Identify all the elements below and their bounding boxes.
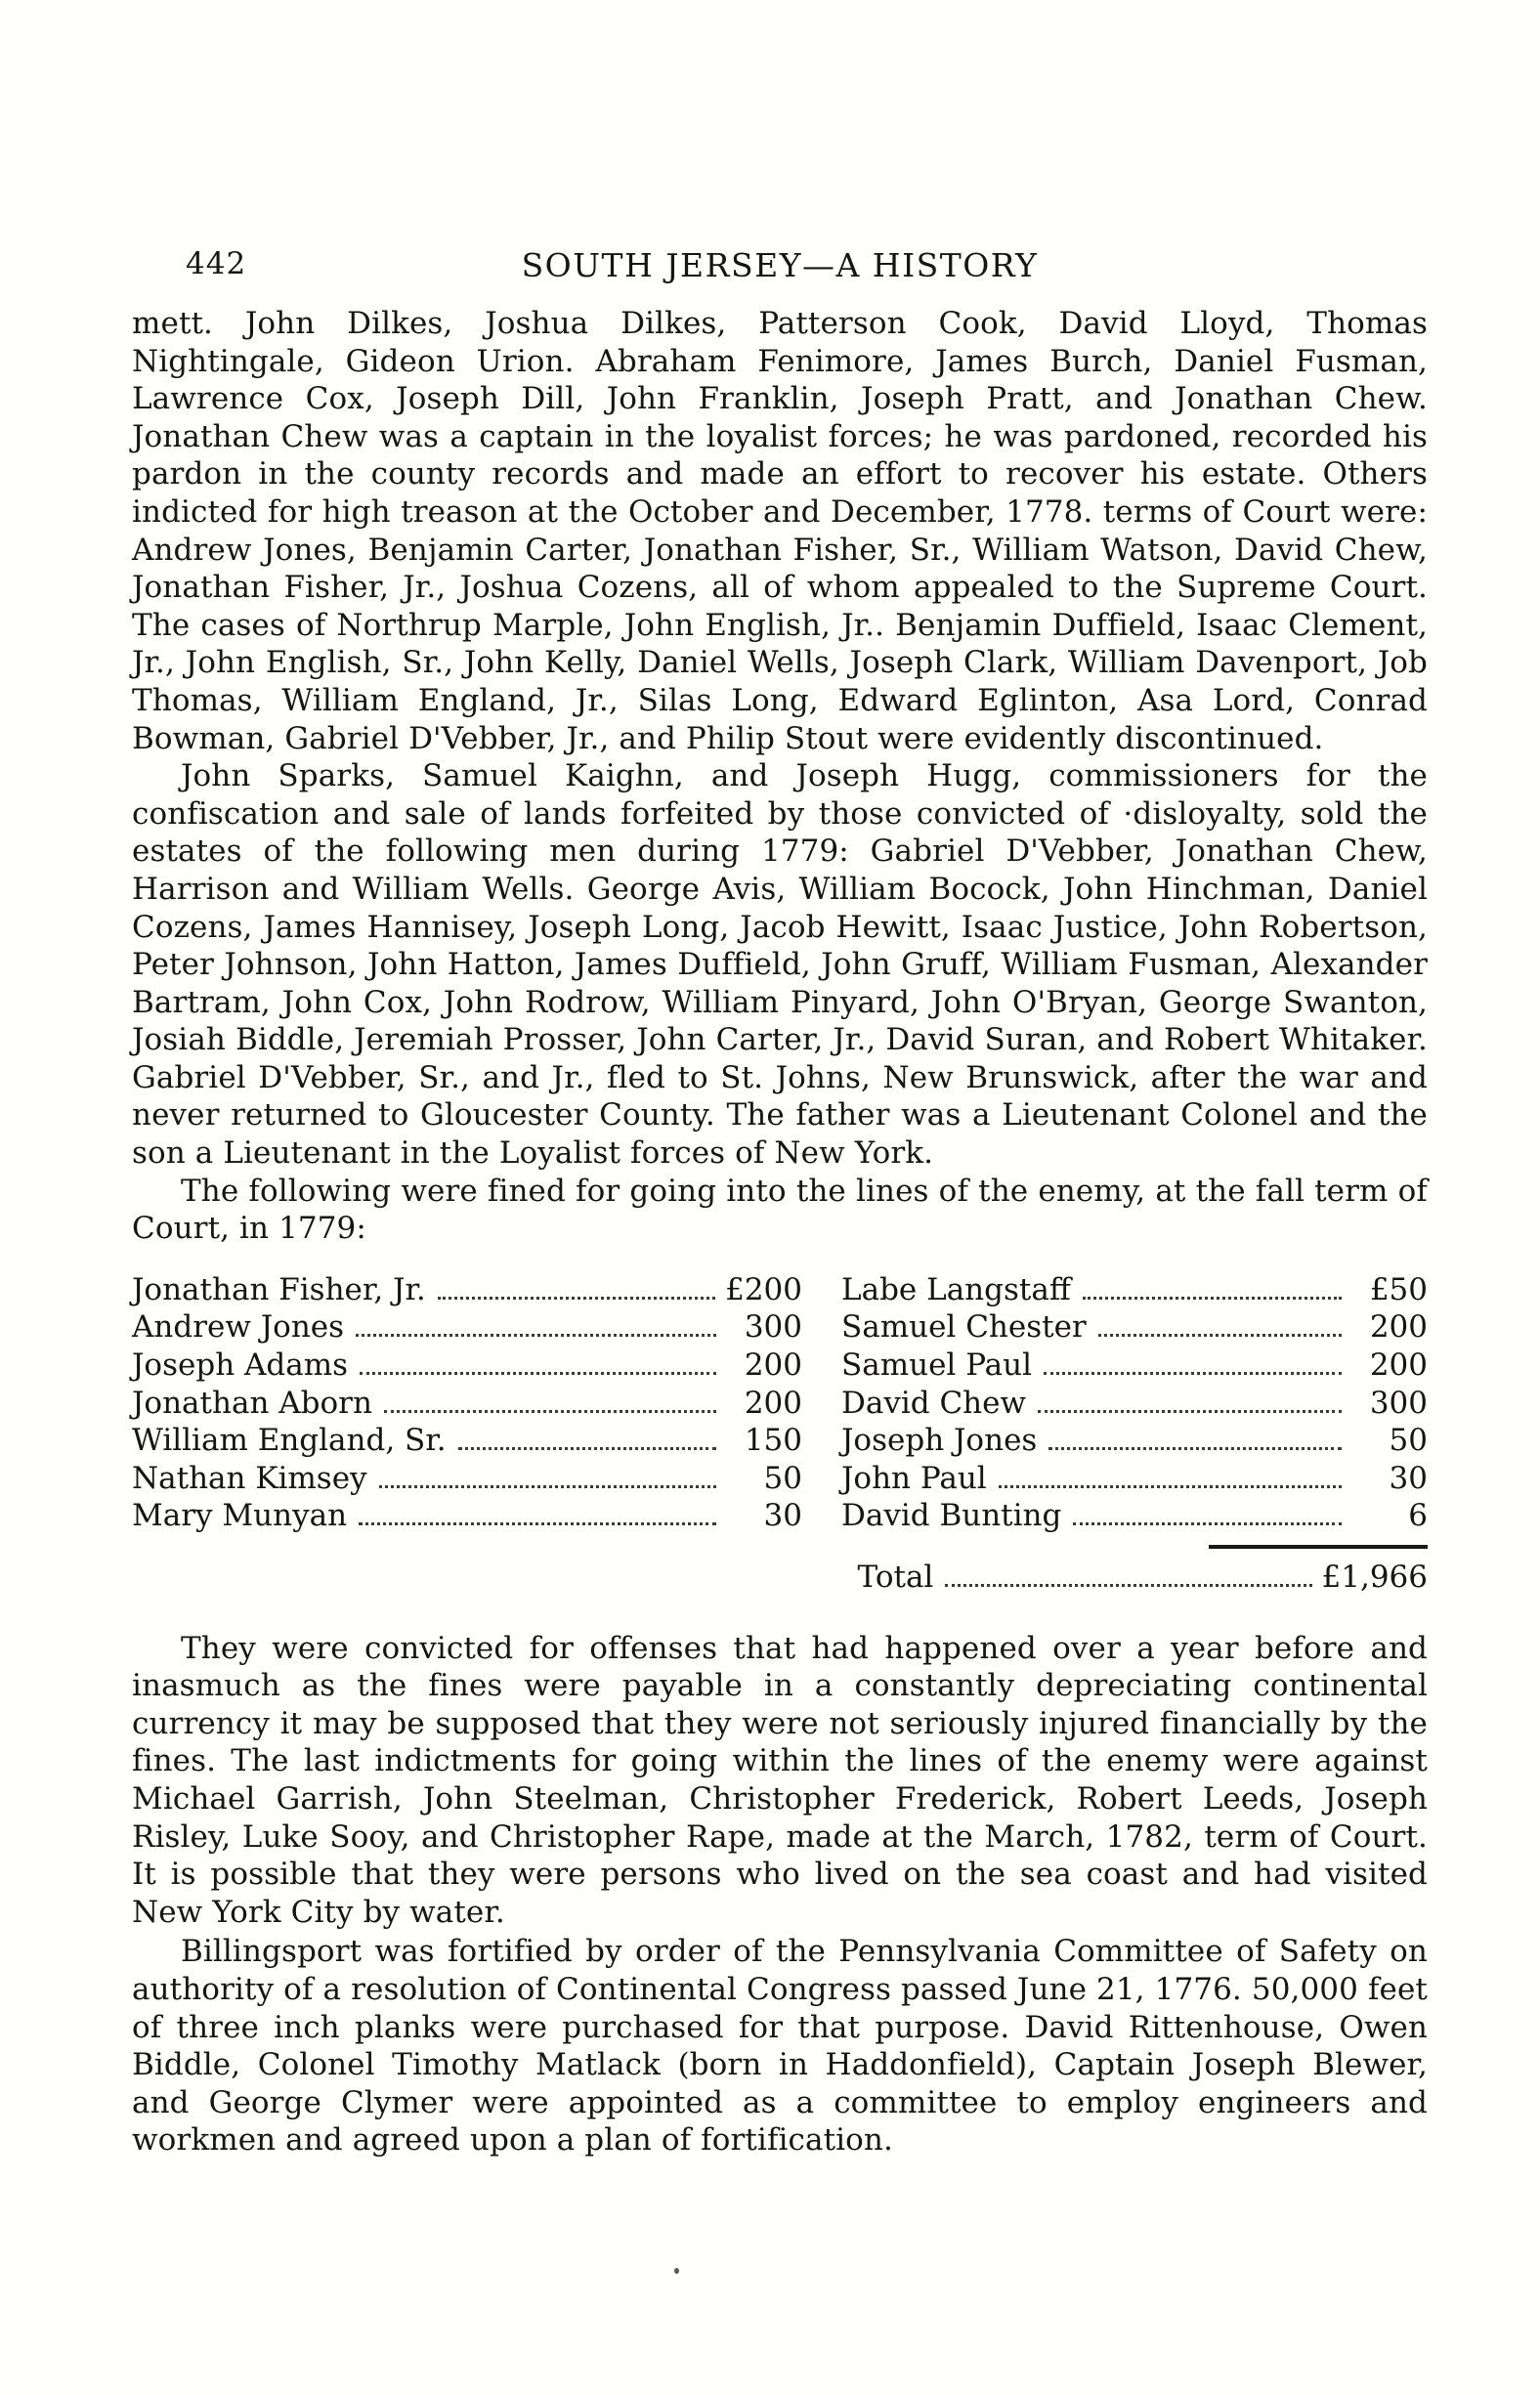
total-row <box>858 1559 1428 1597</box>
page-number: 442 <box>186 246 247 281</box>
fine-name: John Paul <box>841 1460 987 1496</box>
fine-row <box>132 1271 802 1309</box>
fines-table <box>132 1271 1428 1535</box>
fine-row <box>132 1308 802 1347</box>
fine-row <box>841 1422 1428 1460</box>
paragraph-2: John Sparks, Samuel Kaighn, and Joseph Hugg, commissioners for the confiscation and sale of lands forfeited by those convicted of ·disloyalty, sold the estates of the following men during 1779: Gabriel D'Vebber, Jonathan Chew, Harrison and William Wells. George Avis, William Bocock, John Hinchman, Daniel Cozens, James Hannisey, Joseph Long, Jacob Hewitt, Isaac Justice, John Robertson, Peter Johnson, John Hatton, James Duffield, John Gruff, William Fusman, Alexander Bartram, John Cox, John Rodrow, William Pinyard, John O'Bryan, George Swanton, Josiah Biddle, Jeremiah Prosser, John Carter, Jr., David Suran, and Robert Whitaker. Gabriel D'Vebber, Sr., and Jr., fled to St. Johns, New Brunswick, after the war and never returned to Gloucester County. The father was a Lieutenant Colonel and the son a Lieutenant in the Loyalist forces of New York. <box>132 758 1428 1172</box>
dot-leader <box>360 1372 716 1375</box>
fine-amount: 50 <box>763 1460 802 1496</box>
fine-amount: 300 <box>744 1309 802 1346</box>
paragraph-4: They were convicted for offenses that had happened over a year before and inasmuch as the fines were payable in a constantly depreciating continental currency it may be supposed that they were not seriously injured financially by the fines. The last indictments for going within the lines of the enemy were against Michael Garrish, John Steelman, Christopher Frederick, Robert Leeds, Joseph Risley, Luke Sooy, and Christopher Rape, made at the March, 1782, term of Court. It is possible that they were persons who lived on the sea coast and had visited New York City by water. <box>132 1630 1428 1930</box>
spacer <box>132 1597 1428 1630</box>
fine-row <box>841 1347 1428 1385</box>
fine-name: Samuel Chester <box>841 1309 1087 1346</box>
dot-leader <box>945 1584 1311 1587</box>
dot-leader <box>458 1447 716 1450</box>
text-block <box>132 246 1428 2160</box>
fine-amount: 6 <box>1408 1498 1428 1534</box>
dot-leader <box>1044 1372 1342 1375</box>
fine-name: Jonathan Fisher, Jr. <box>132 1271 426 1307</box>
dot-leader <box>379 1485 716 1488</box>
fine-row <box>841 1308 1428 1347</box>
fine-amount: 200 <box>744 1385 802 1421</box>
ink-speck <box>674 2268 679 2274</box>
fines-column-right <box>841 1271 1428 1535</box>
dot-leader <box>1098 1334 1342 1337</box>
fine-row <box>132 1422 802 1460</box>
fine-amount: 200 <box>1369 1309 1428 1346</box>
fine-row <box>841 1385 1428 1423</box>
fine-amount: 300 <box>1369 1385 1428 1421</box>
fine-row <box>841 1271 1428 1309</box>
dot-leader <box>1083 1297 1342 1300</box>
dot-leader <box>1038 1410 1342 1413</box>
fine-name: Mary Munyan <box>132 1498 348 1534</box>
fine-name: Joseph Jones <box>841 1423 1038 1459</box>
total-label: Total <box>857 1560 934 1595</box>
fine-name: Samuel Paul <box>841 1347 1033 1384</box>
fines-total-section <box>132 1545 1428 1597</box>
paragraph-3-fines-intro: The following were fined for going into the lines of the enemy, at the fall term of Court, in 1779: <box>132 1173 1428 1247</box>
fine-amount: £50 <box>1369 1271 1428 1307</box>
fine-row <box>132 1347 802 1385</box>
total-rule <box>1209 1545 1428 1549</box>
fine-amount: 200 <box>744 1347 802 1384</box>
fine-amount: 150 <box>744 1423 802 1459</box>
fine-name: Jonathan Aborn <box>132 1385 372 1421</box>
fine-row <box>132 1385 802 1423</box>
dot-leader <box>999 1485 1342 1488</box>
fine-row <box>132 1460 802 1498</box>
total-amount: £1,966 <box>1321 1560 1428 1595</box>
dot-leader <box>384 1410 716 1413</box>
paragraph-1: mett. John Dilkes, Joshua Dilkes, Patterson Cook, David Lloyd, Thomas Nightingale, Gideon Urion. Abraham Fenimore, James Burch, Daniel Fusman, Lawrence Cox, Joseph Dill, John Franklin, Joseph Pratt, and Jonathan Chew. Jonathan Chew was a captain in the loyalist forces; he was pardoned, recorded his pardon in the county records and made an effort to recover his estate. Others indicted for high treason at the October and December, 1778. terms of Court were: Andrew Jones, Benjamin Carter, Jonathan Fisher, Sr., William Watson, David Chew, Jonathan Fisher, Jr., Joshua Cozens, all of whom appealed to the Supreme Court. The cases of Northrup Marple, John English, Jr.. Benjamin Duffield, Isaac Clement, Jr., John English, Sr., John Kelly, Daniel Wells, Joseph Clark, William Davenport, Job Thomas, William England, Jr., Silas Long, Edward Eglinton, Asa Lord, Conrad Bowman, Gabriel D'Vebber, Jr., and Philip Stout were evidently discontinued. <box>132 306 1428 756</box>
fine-name: David Bunting <box>841 1498 1062 1534</box>
fine-name: Joseph Adams <box>132 1347 349 1384</box>
fine-name: William England, Sr. <box>132 1423 447 1459</box>
fine-name: Andrew Jones <box>132 1309 345 1346</box>
fine-row <box>841 1460 1428 1498</box>
fine-name: David Chew <box>841 1385 1027 1421</box>
fines-column-left <box>132 1271 802 1535</box>
fine-amount: £200 <box>725 1271 802 1307</box>
fine-amount: 50 <box>1389 1423 1428 1459</box>
fine-amount: 30 <box>1389 1460 1428 1496</box>
fine-name: Nathan Kimsey <box>132 1460 367 1496</box>
fine-amount: 30 <box>763 1498 802 1534</box>
fine-amount: 200 <box>1369 1347 1428 1384</box>
dot-leader <box>1073 1522 1342 1525</box>
fine-row <box>132 1497 802 1535</box>
running-head-title: SOUTH JERSEY—A HISTORY <box>521 246 1039 284</box>
dot-leader <box>359 1522 716 1525</box>
page-header <box>132 246 1428 289</box>
fine-name: Labe Langstaff <box>841 1271 1071 1307</box>
dot-leader <box>356 1334 716 1337</box>
dot-leader <box>1048 1447 1342 1450</box>
dot-leader <box>438 1297 715 1300</box>
fine-row <box>841 1497 1428 1535</box>
paragraph-5: Billingsport was fortified by order of the Pennsylvania Committee of Safety on authority of a resolution of Continental Congress passed June 21, 1776. 50,000 feet of three inch planks were purchased for that purpose. David Rittenhouse, Owen Biddle, Colonel Timothy Matlack (born in Haddonfield), Captain Joseph Blewer, and George Clymer were appointed as a committee to employ engineers and workmen and agreed upon a plan of fortification. <box>132 1934 1428 2159</box>
